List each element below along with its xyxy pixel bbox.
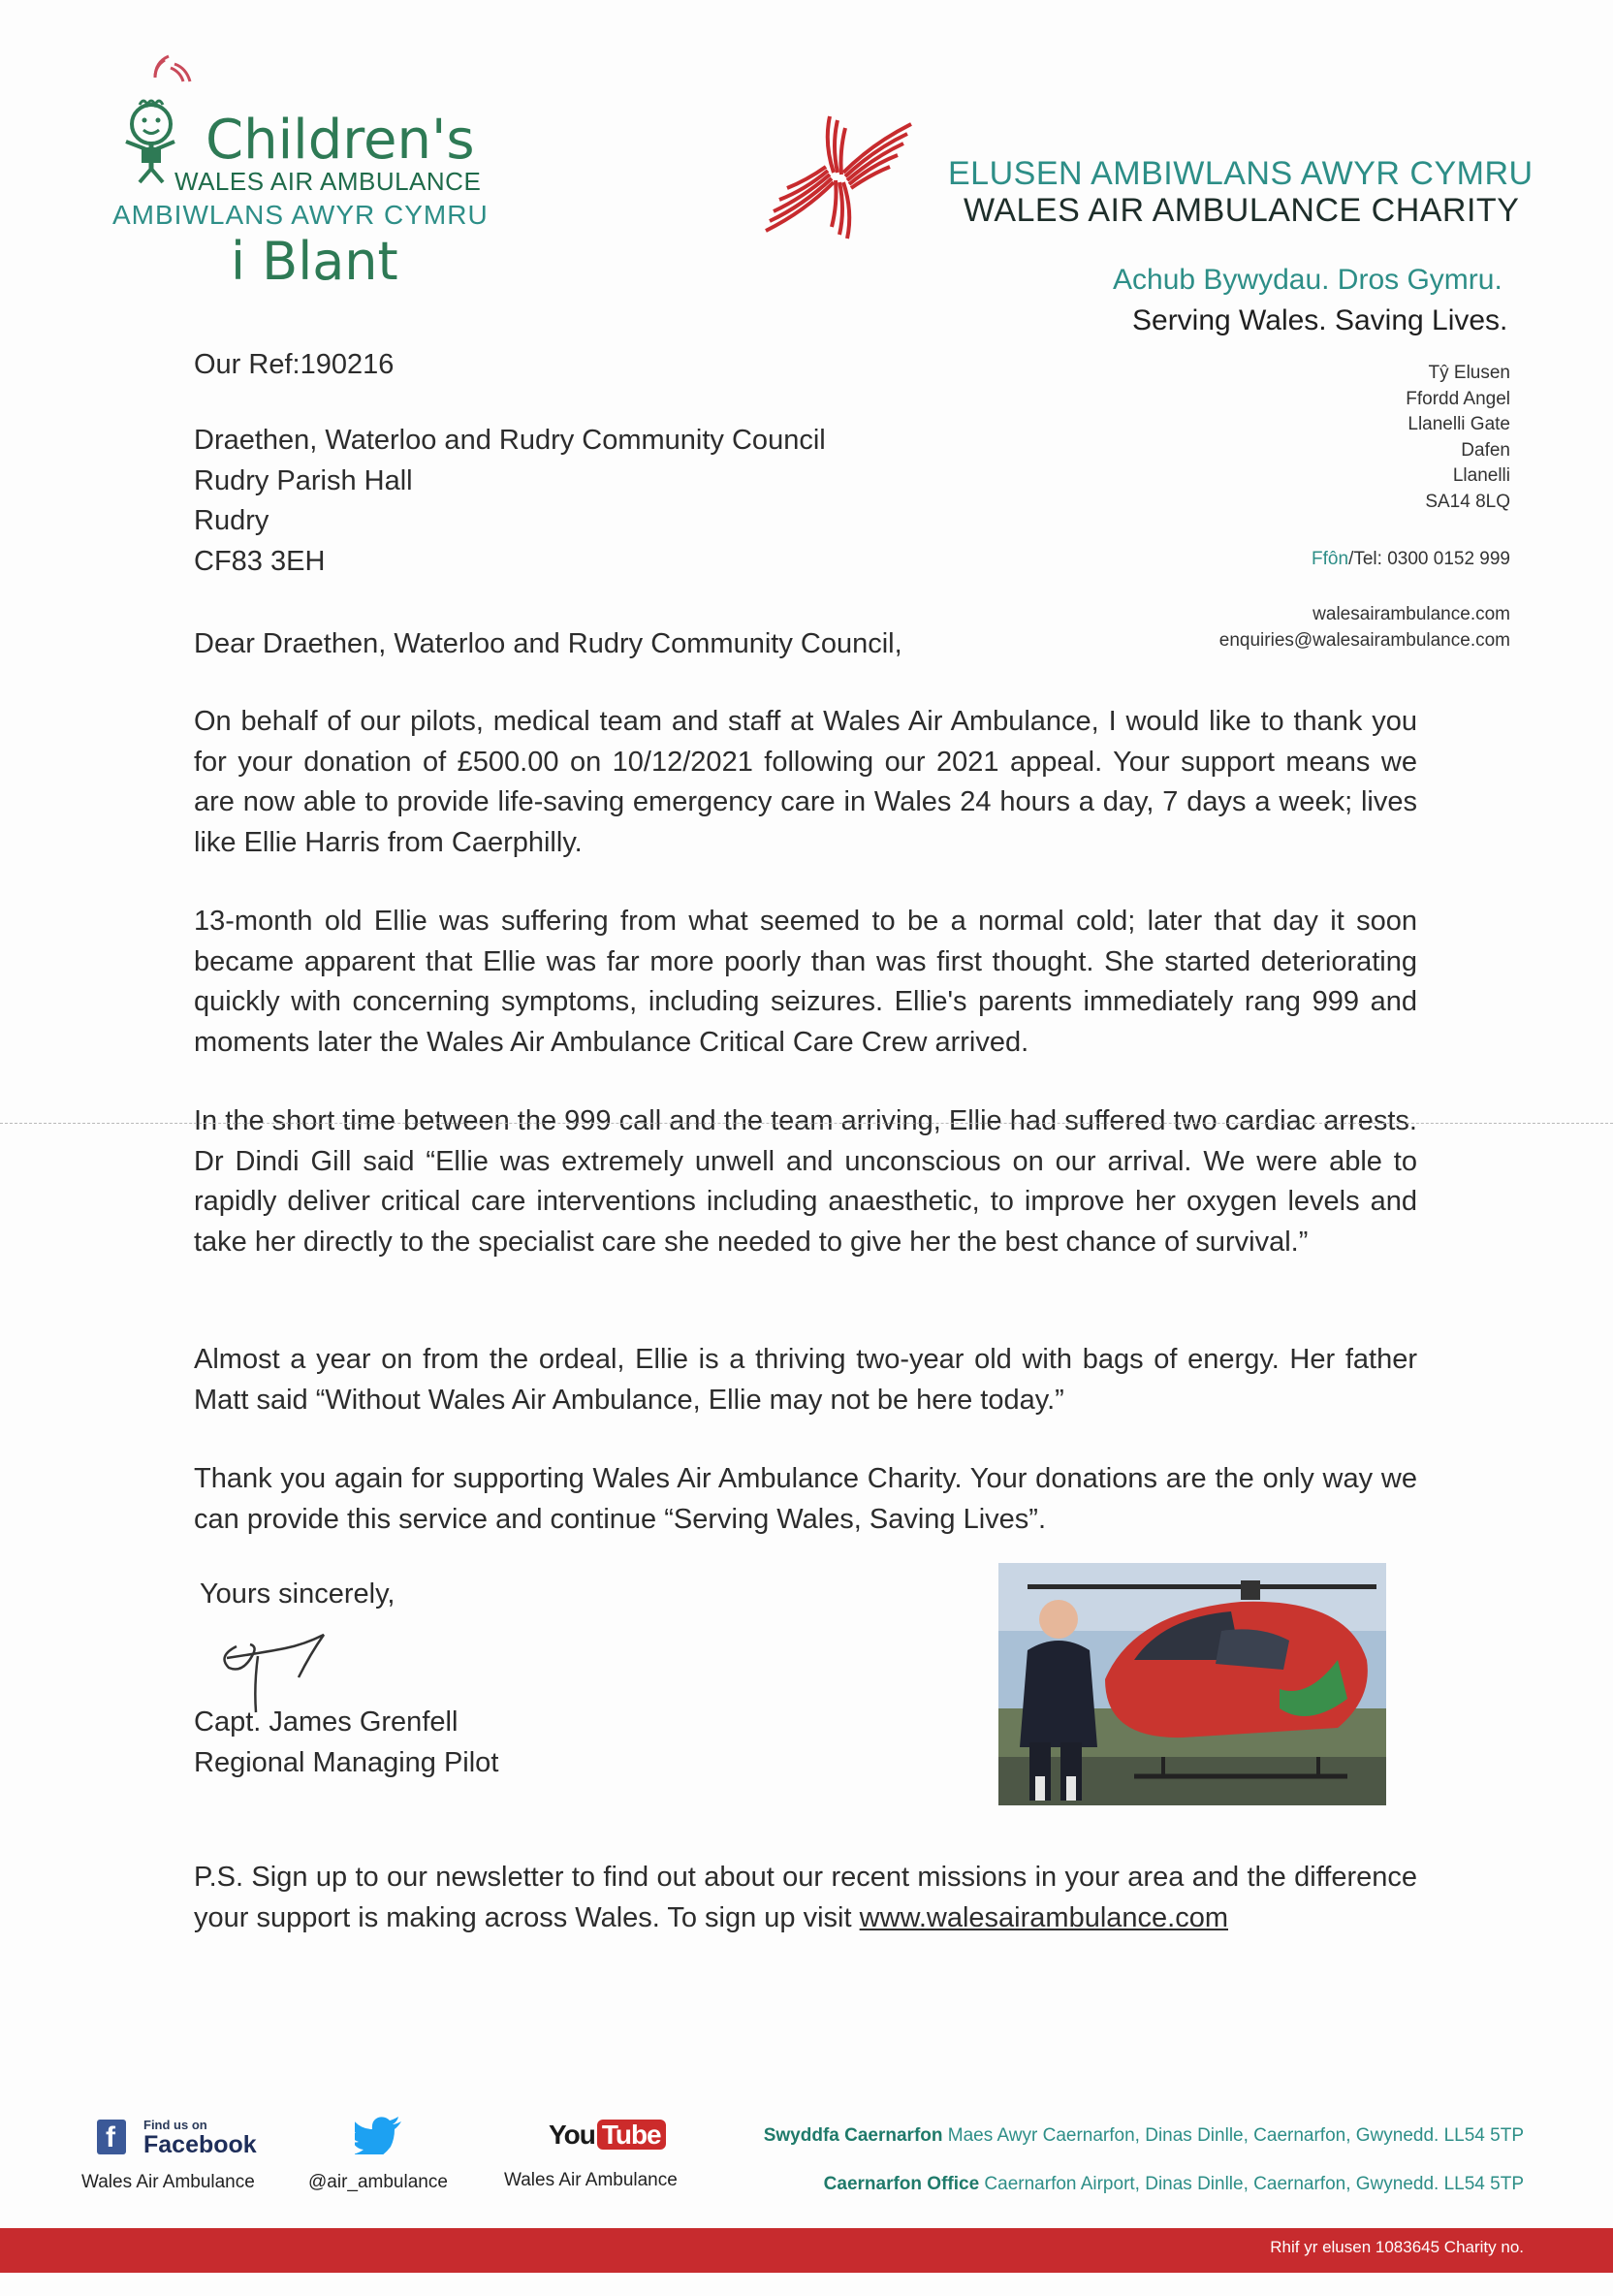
- paper-fold-line: [0, 1123, 1613, 1124]
- closing: Yours sincerely,: [200, 1578, 395, 1610]
- recipient-line: CF83 3EH: [194, 545, 326, 577]
- facebook-caption: Wales Air Ambulance: [81, 2172, 255, 2192]
- youtube-tube: Tube: [597, 2120, 666, 2150]
- youtube-you: You: [549, 2120, 595, 2150]
- childrens-logo-title: Children's: [206, 109, 475, 172]
- signatory-title: Regional Managing Pilot: [194, 1746, 499, 1778]
- charity-name-english: WALES AIR AMBULANCE CHARITY: [964, 192, 1520, 229]
- email-link[interactable]: enquiries@walesairambulance.com: [1218, 630, 1510, 651]
- recipient-address: [194, 421, 826, 582]
- paragraph: In the short time between the 999 call and the team arriving, Ellie had suffered two cardiac arrests. Dr Dindi Gill said “Ellie was extremely unwell and unconscious on our arrival. We were able to rapidly deliver critical care interventions including anaesthetic, to improve her oxygen levels and take her directly to the specialist care she needed to give her the best chance of survival.”: [194, 1105, 1417, 1258]
- sender-address: [1406, 361, 1510, 515]
- rotor-logo-icon: [756, 114, 921, 240]
- address-line: Tŷ Elusen: [1428, 363, 1510, 383]
- childrens-logo-line1: WALES AIR AMBULANCE: [174, 167, 482, 196]
- youtube-icon[interactable]: [549, 2120, 666, 2151]
- contact-web: [1219, 601, 1510, 654]
- facebook-icon[interactable]: f: [97, 2120, 126, 2154]
- telephone: [1312, 549, 1510, 570]
- signatory-name: Capt. James Grenfell: [194, 1706, 459, 1738]
- office-address-english: [824, 2174, 1524, 2195]
- helicopter-photo: [998, 1563, 1386, 1805]
- address-line: Dafen: [1461, 439, 1510, 461]
- twitter-caption: @air_ambulance: [308, 2172, 448, 2192]
- paragraph: 13-month old Ellie was suffering from what seemed to be a normal cold; later that day it soon became apparent that Ellie was far more poorly than was first thought. She started deteriorating quickly with concerning symptoms, including seizures. Ellie's parents immediately rang 999 and moments later the Wales Air Ambulance Critical Care Crew arrived.: [194, 906, 1417, 1058]
- facebook-wordmark[interactable]: Facebook: [143, 2131, 257, 2158]
- tel-number: 0300 0152 999: [1387, 549, 1510, 569]
- childrens-logo: [0, 0, 543, 310]
- office-label-welsh: Swyddfa Caernarfon: [763, 2125, 943, 2146]
- facebook-find-us: Find us on: [143, 2118, 207, 2132]
- charity-name-welsh: ELUSEN AMBIWLANS AWYR CYMRU: [948, 155, 1534, 192]
- signature: [198, 1617, 353, 1714]
- paragraph: Almost a year on from the ordeal, Ellie is a thriving two-year old with bags of energy. Her father Matt said “Without Wales Air Ambulance, Ellie may not be here today.”: [194, 1344, 1417, 1416]
- recipient-line: Rudry: [194, 505, 269, 536]
- childrens-logo-line3: i Blant: [231, 231, 398, 292]
- our-reference: Our Ref:190216: [194, 349, 395, 380]
- paragraph: Thank you again for supporting Wales Air Ambulance Charity. Your donations are the only way we can provide this service and continue “Serving Wales, Saving Lives”.: [194, 1463, 1417, 1535]
- twitter-icon[interactable]: [355, 2116, 403, 2154]
- ps-text: P.S. Sign up to our newsletter to find out about our recent missions in your area and the difference your support is making across Wales. To sign up visit: [194, 1862, 1417, 1933]
- signatory: [194, 1703, 498, 1783]
- website-link[interactable]: walesairambulance.com: [1313, 604, 1510, 624]
- recipient-line: Draethen, Waterloo and Rudry Community Council: [194, 425, 826, 456]
- postscript: [194, 1858, 1417, 1938]
- tel-label-welsh: Ffôn: [1312, 549, 1349, 569]
- recipient-line: Rudry Parish Hall: [194, 464, 413, 496]
- address-line: Ffordd Angel: [1406, 388, 1510, 409]
- youtube-caption: Wales Air Ambulance: [504, 2170, 678, 2190]
- tagline-welsh: Achub Bywydau. Dros Gymru.: [1113, 264, 1502, 296]
- address-line: Llanelli: [1452, 465, 1510, 486]
- salutation: Dear Draethen, Waterloo and Rudry Community Council,: [194, 628, 902, 659]
- office-label-english: Caernarfon Office: [823, 2174, 980, 2194]
- address-line: Llanelli Gate: [1407, 414, 1510, 434]
- charity-number: Rhif yr elusen 1083645 Charity no.: [1270, 2238, 1524, 2256]
- newsletter-link[interactable]: www.walesairambulance.com: [859, 1901, 1228, 1933]
- office-address-text: Caernarfon Airport, Dinas Dinlle, Caernarfon, Gwynedd. LL54 5TP: [984, 2174, 1524, 2194]
- childrens-logo-line2: AMBIWLANS AWYR CYMRU: [112, 200, 489, 230]
- tagline-english: Serving Wales. Saving Lives.: [1132, 304, 1508, 336]
- office-address-welsh: [764, 2125, 1524, 2147]
- tel-label-english: /Tel:: [1348, 549, 1388, 569]
- office-address-text: Maes Awyr Caernarfon, Dinas Dinlle, Caernarfon, Gwynedd. LL54 5TP: [947, 2125, 1524, 2146]
- paragraph: On behalf of our pilots, medical team and staff at Wales Air Ambulance, I would like to thank you for your donation of £500.00 on 10/12/2021 following our 2021 appeal. Your support means we are now able to provide life-saving emergency care in Wales 24 hours a day, 7 days a week; lives like Ellie Harris from Caerphilly.: [194, 706, 1417, 858]
- address-line: SA14 8LQ: [1425, 491, 1510, 512]
